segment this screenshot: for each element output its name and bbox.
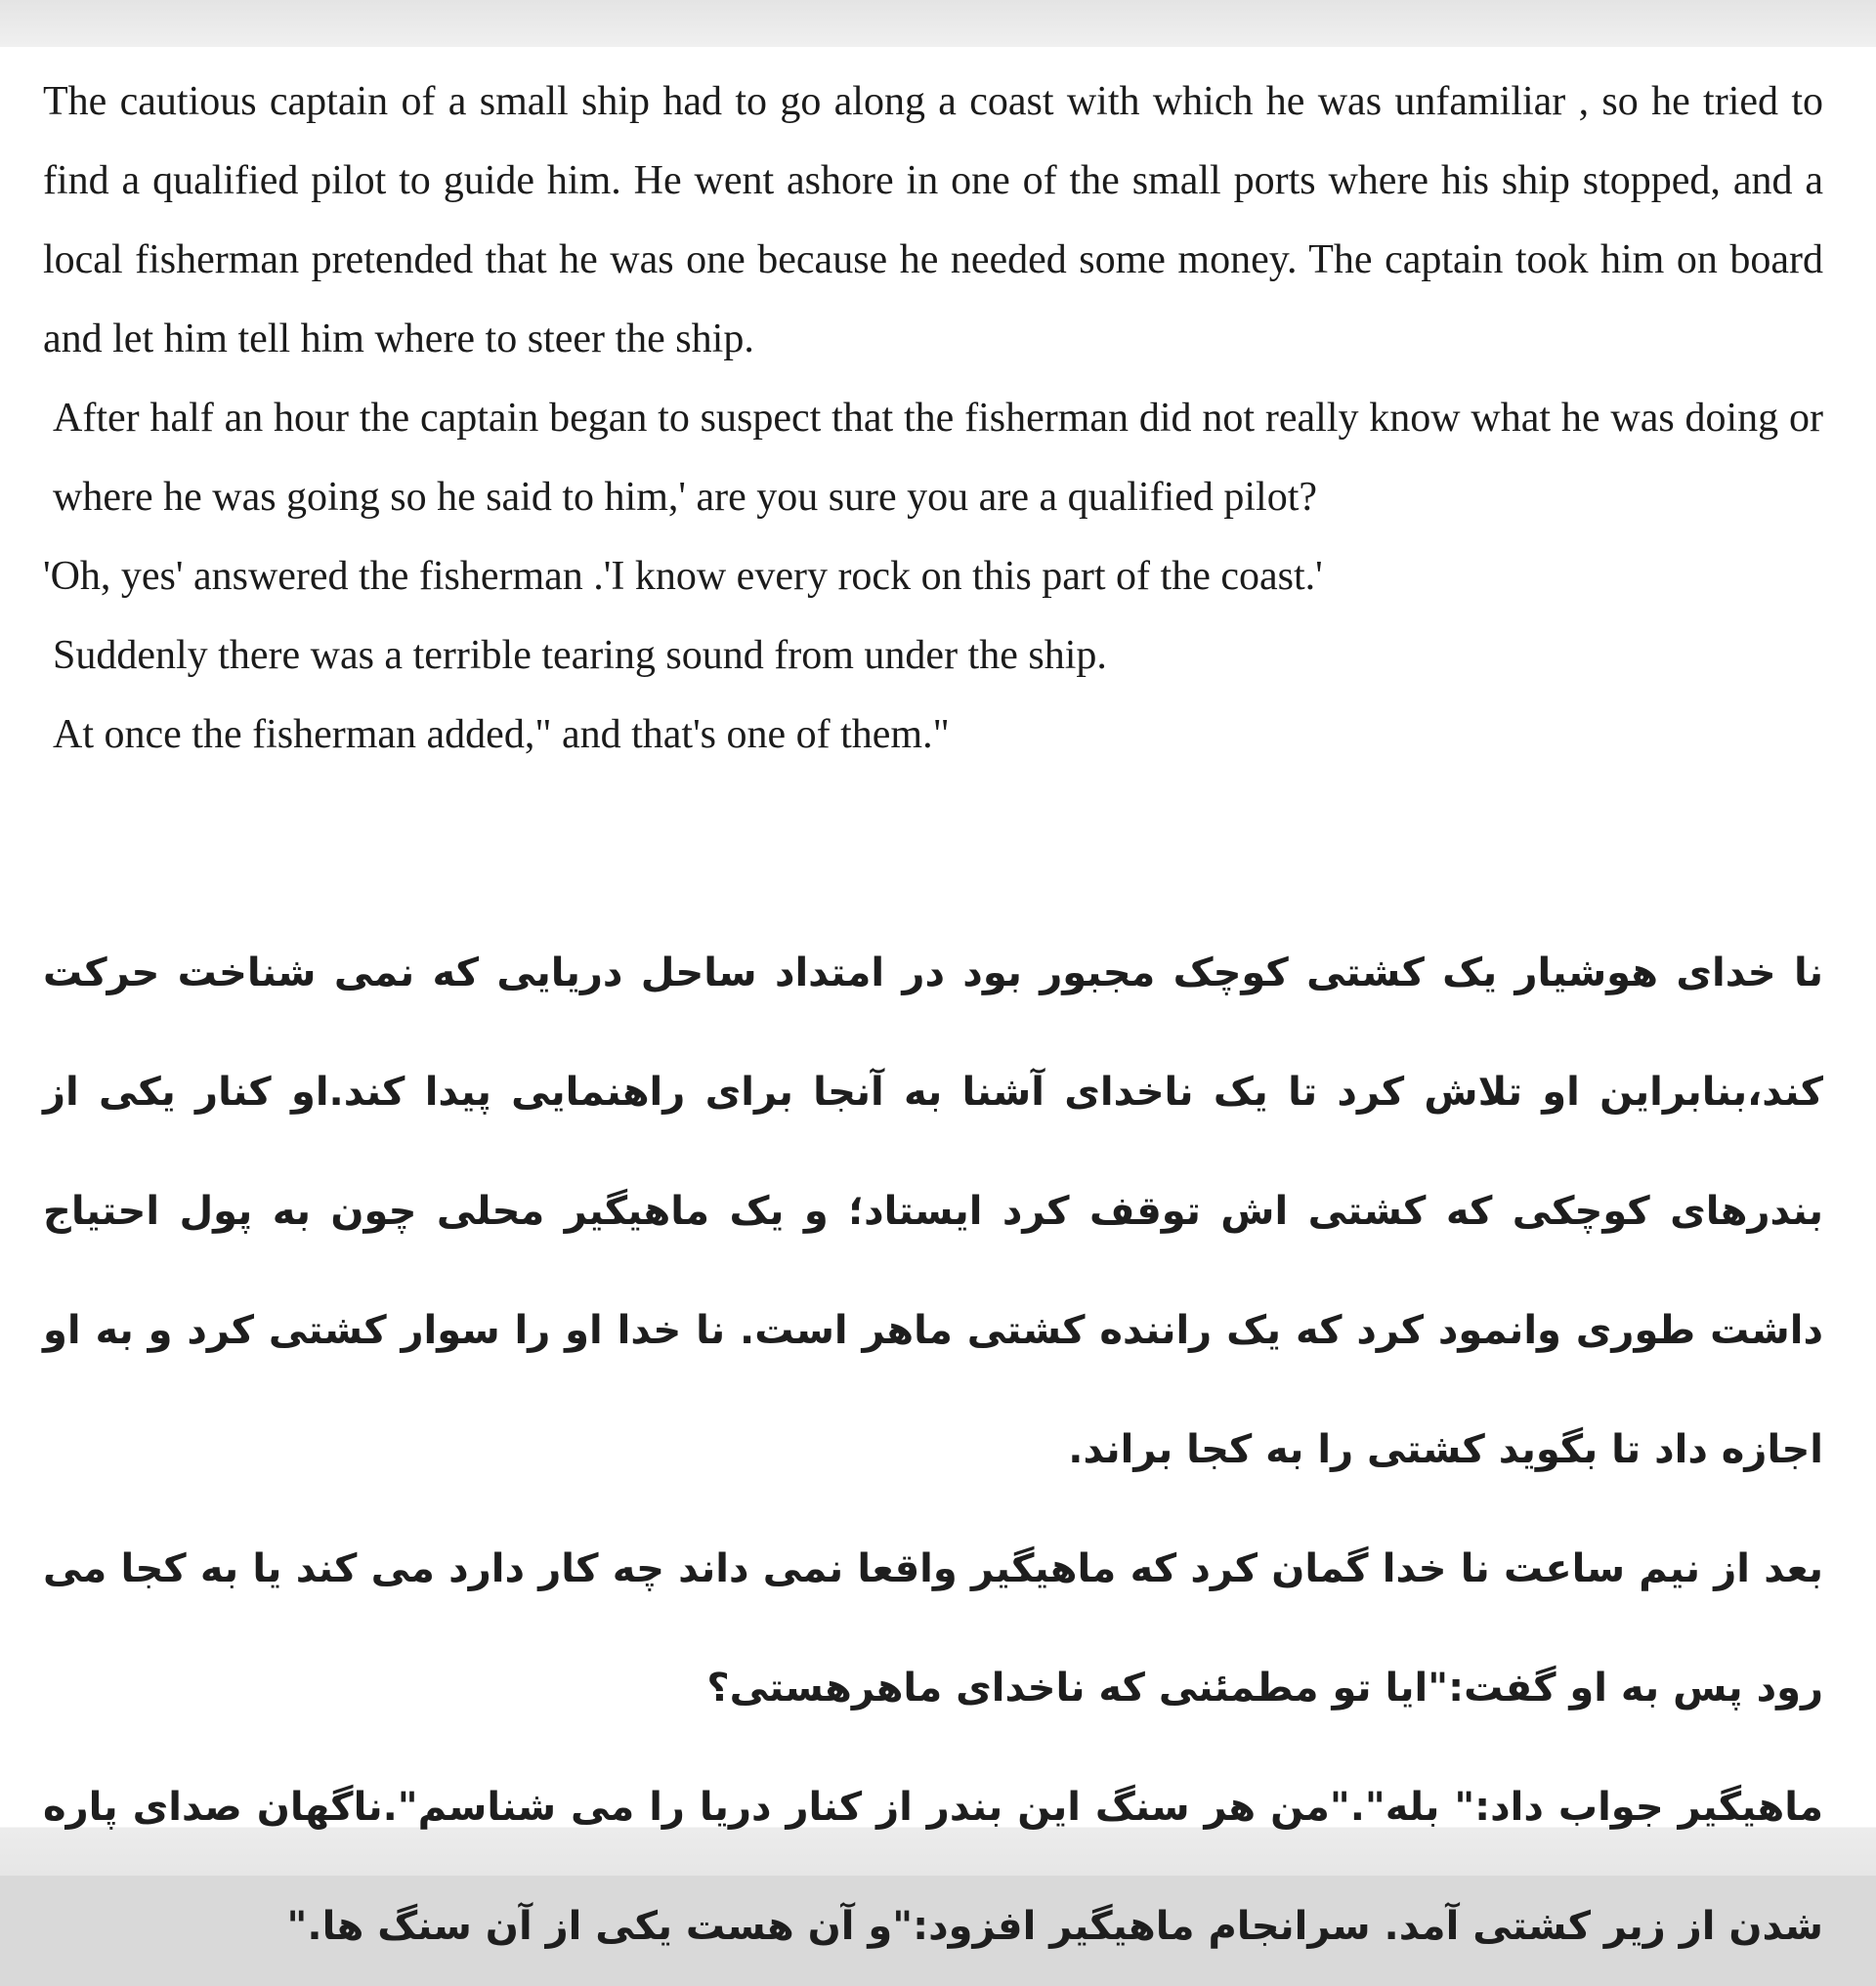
- persian-paragraph-2: بعد از نیم ساعت نا خدا گمان کرد که ماهیگیر واقعا نمی داند چه کار دارد می کند یا به کجا می رود پس به او گفت:"ایا تو مطمئنی که ناخدای ماهرهستی؟: [43, 1546, 1823, 1711]
- persian-paragraph-1: نا خدای هوشیار یک کشتی کوچک مجبور بود در امتداد ساحل دریایی که نمی شناخت حرکت کند،بنابراین او تلاش کرد تا یک ناخدای آشنا به آنجا برای راهنمایی پیدا کند.او کنار یکی از بندرهای کوچکی که کشتی اش توقف کرد ایستاد؛ و یک ماهیگیر محلی چون به پول احتیاج داشت طوری وانمود کرد که یک راننده کشتی ماهر است. نا خدا او را سوار کشتی کرد و به او اجازه داد تا بگوید کشتی را به کجا براند.: [43, 951, 1823, 1472]
- english-paragraph-3: 'Oh, yes' answered the fisherman .'I know every rock on this part of the coast.': [43, 554, 1323, 599]
- english-story: [43, 63, 1823, 775]
- english-paragraph-4: Suddenly there was a terrible tearing sound from under the ship.: [53, 633, 1107, 678]
- english-paragraph-1: The cautious captain of a small ship had to go along a coast with which he was unfamiliar , so he tried to find a qualified pilot to guide him. He went ashore in one of the small ports where his ship stopped, and a local fisherman pretended that he was one because he needed some money. The captain took him on board and let him tell him where to steer the ship.: [43, 79, 1823, 361]
- english-paragraph-2: After half an hour the captain began to suspect that the fisherman did not really know what he was doing or where he was going so he said to him,' are you sure you are a qualified pilot?: [53, 396, 1823, 520]
- persian-translation: [43, 913, 1823, 1986]
- persian-paragraph-3: ماهیگیر جواب داد:" بله"."من هر سنگ این بندر از کنار دریا را می شناسم".ناگهان صدای پاره شدن از زیر کشتی آمد. سرانجام ماهیگیر افزود:"و آن هست یکی از آن سنگ ها.": [43, 1785, 1823, 1949]
- english-paragraph-5: At once the fisherman added," and that's one of them.": [53, 712, 950, 757]
